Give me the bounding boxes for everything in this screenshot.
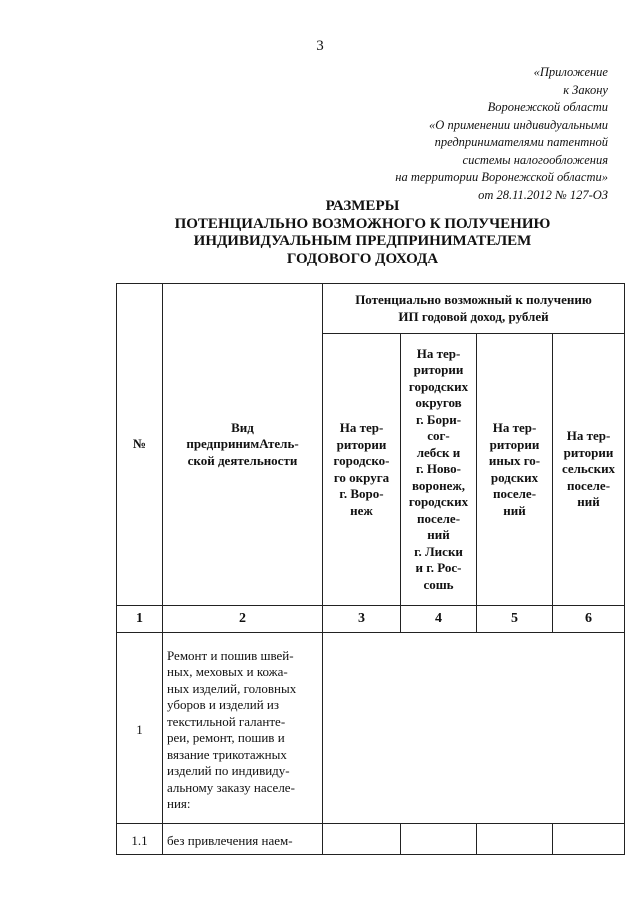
annex-line: «О применении индивидуальными: [429, 117, 608, 132]
header-number: №: [117, 284, 163, 606]
title-line: РАЗМЕРЫ: [325, 198, 400, 214]
title-line: ИНДИВИДУАЛЬНЫМ ПРЕДПРИНИМАТЕЛЕМ: [193, 233, 532, 249]
row-value: [323, 824, 401, 855]
annex-line: к Закону: [563, 82, 608, 97]
column-number-row: [117, 606, 625, 633]
annex-line: от 28.11.2012 № 127-ОЗ: [478, 187, 608, 202]
row-number: 1.1: [117, 824, 163, 855]
header-income-group: Потенциально возможный к получению ИП годовой доход, рублей: [323, 284, 625, 334]
annex-reference: [308, 64, 608, 204]
row-value: [477, 824, 553, 855]
row-value: [401, 824, 477, 855]
row-values-merged: [323, 633, 625, 824]
column-number: 5: [477, 606, 553, 633]
header-voronezh: На тер- ритории городско- го округа г. Воро- неж: [323, 334, 401, 606]
column-number: 1: [117, 606, 163, 633]
column-number: 4: [401, 606, 477, 633]
document-title: [0, 198, 640, 268]
header-other-urban: На тер- ритории иных го- родских поселе- ний: [477, 334, 553, 606]
annex-line: Воронежской области: [487, 100, 608, 114]
column-number: 6: [553, 606, 625, 633]
column-number: 2: [163, 606, 323, 633]
annex-line: на территории Воронежской области»: [395, 170, 608, 184]
row-value: [553, 824, 625, 855]
annex-line: «Приложение: [533, 65, 608, 79]
header-activity: Вид предпринимАтель- ской деятельности: [163, 284, 323, 606]
income-table: [116, 283, 625, 855]
table-row: [117, 633, 625, 824]
title-line: ПОТЕНЦИАЛЬНО ВОЗМОЖНОГО К ПОЛУЧЕНИЮ: [174, 215, 551, 232]
column-number: 3: [323, 606, 401, 633]
header-rural: На тер- ритории сельских поселе- ний: [553, 334, 625, 606]
annex-line: системы налогообложения: [462, 152, 608, 167]
annex-line: предпринимателями патентной: [434, 135, 608, 149]
header-borisoglebsk-novovoronezh: На тер- ритории городских округов г. Бори- сог- лебск и г. Ново- воронеж, городских поселе- ний г. Лиски и г. Рос- сошь: [401, 334, 477, 606]
table-row: [117, 824, 625, 855]
page-number: 3: [316, 38, 324, 54]
row-activity: без привлечения наем-: [163, 824, 323, 855]
title-line: ГОДОВОГО ДОХОДА: [286, 250, 439, 267]
row-number: 1: [117, 633, 163, 824]
row-activity: Ремонт и пошив швей- ных, меховых и кожа- ных изделий, головных уборов и изделий из текстильной галанте- реи, ремонт, пошив и вязание трикотажных изделий по индивиду- альному заказу населе- ния:: [163, 633, 323, 824]
